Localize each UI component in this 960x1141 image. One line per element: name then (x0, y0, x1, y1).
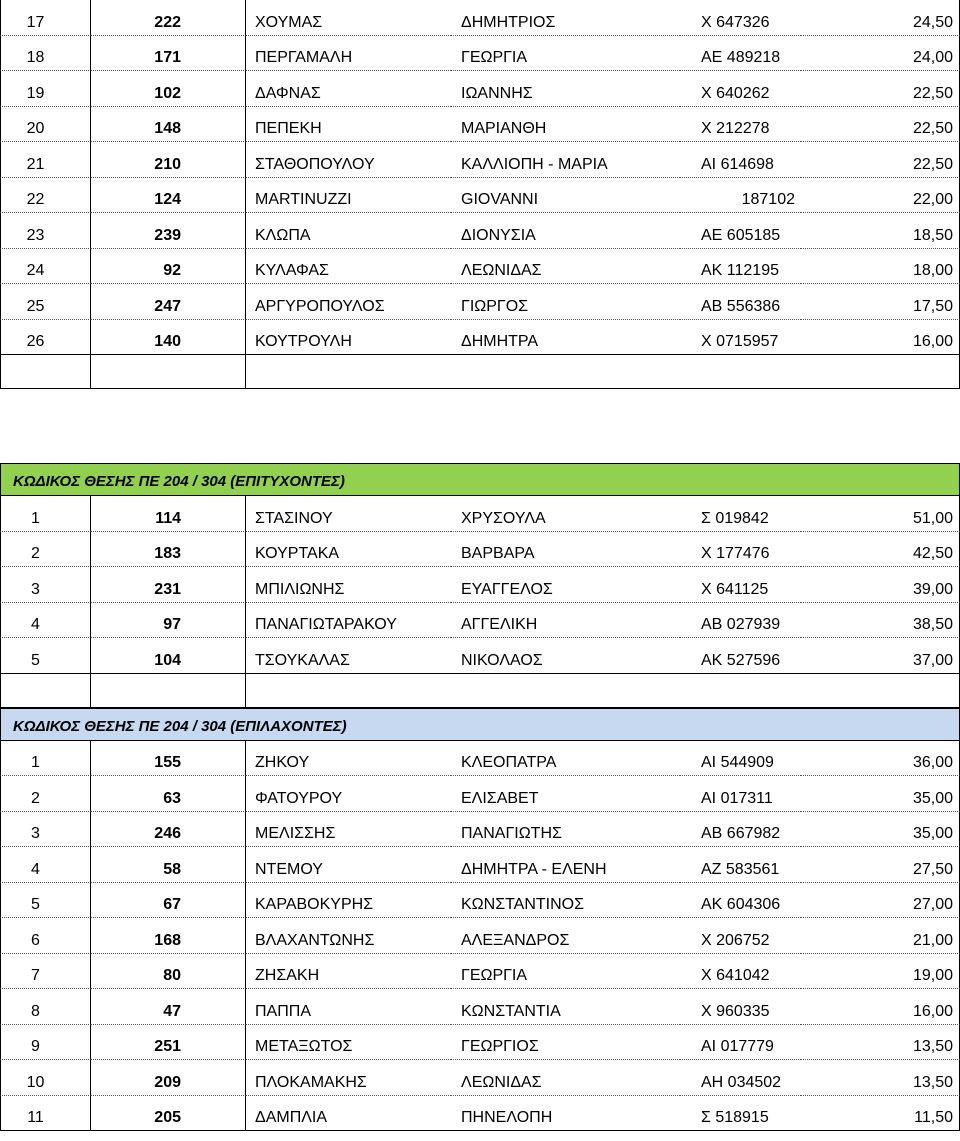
candidate-code: 124 (91, 178, 246, 214)
id-number-cell: ΑΒ 027939 (680, 603, 801, 639)
surname-cell: ΜΕΛΙΣΣΗΣ (246, 812, 451, 848)
candidate-code: 80 (91, 954, 246, 990)
surname-cell: ΝΤΕΜΟΥ (246, 847, 451, 883)
first-name-cell: ΚΑΛΛΙΟΠΗ - ΜΑΡΙΑ (451, 142, 680, 178)
section-successful-table (0, 496, 960, 674)
id-number-cell: Χ 641125 (680, 567, 801, 603)
row-number: 4 (0, 847, 91, 883)
surname-cell: MARTINUZZI (246, 178, 451, 214)
id-number-cell: Χ 960335 (680, 989, 801, 1025)
candidate-code: 222 (91, 0, 246, 36)
row-number: 2 (0, 776, 91, 812)
surname-cell: ΚΛΩΠΑ (246, 213, 451, 249)
surname-cell: ΤΣΟΥΚΑΛΑΣ (246, 638, 451, 674)
table-row (0, 1060, 960, 1096)
row-number: 20 (0, 107, 91, 143)
id-number-cell: ΑΕ 605185 (680, 213, 801, 249)
id-number-cell: Χ 206752 (680, 918, 801, 954)
first-name-cell: ΔΗΜΗΤΡΑ (451, 320, 680, 356)
blank-row (0, 674, 960, 708)
row-number: 17 (0, 0, 91, 36)
candidate-code: 251 (91, 1025, 246, 1061)
table-row (0, 989, 960, 1025)
score-cell: 42,50 (801, 532, 960, 568)
table-row (0, 776, 960, 812)
blank-row (0, 355, 960, 389)
table-row (0, 847, 960, 883)
surname-cell: ΚΟΥΤΡΟΥΛΗ (246, 320, 451, 356)
table-row (0, 249, 960, 285)
id-number-cell: Χ 640262 (680, 71, 801, 107)
table-row (0, 178, 960, 214)
candidate-code: 102 (91, 71, 246, 107)
table-row (0, 284, 960, 320)
score-cell: 16,00 (801, 320, 960, 356)
candidate-code: 168 (91, 918, 246, 954)
candidate-code: 183 (91, 532, 246, 568)
row-number: 3 (0, 812, 91, 848)
row-number: 1 (0, 741, 91, 777)
candidate-code: 67 (91, 883, 246, 919)
first-name-cell: ΓΕΩΡΓΙΟΣ (451, 1025, 680, 1061)
score-cell: 22,50 (801, 142, 960, 178)
score-cell: 22,50 (801, 107, 960, 143)
score-cell: 18,50 (801, 213, 960, 249)
spacer (0, 389, 960, 463)
row-number: 5 (0, 883, 91, 919)
id-number-cell: Χ 0715957 (680, 320, 801, 356)
id-number-cell: ΑΗ 034502 (680, 1060, 801, 1096)
score-cell: 51,00 (801, 496, 960, 532)
id-number-cell: Χ 212278 (680, 107, 801, 143)
row-number: 5 (0, 638, 91, 674)
id-number-cell: ΑΚ 604306 (680, 883, 801, 919)
score-cell: 35,00 (801, 812, 960, 848)
first-name-cell: ΓΙΩΡΓΟΣ (451, 284, 680, 320)
row-number: 1 (0, 496, 91, 532)
score-cell: 27,50 (801, 847, 960, 883)
section-runners-up-table (0, 741, 960, 1132)
row-number: 22 (0, 178, 91, 214)
surname-cell: ΠΛΟΚΑΜΑΚΗΣ (246, 1060, 451, 1096)
id-number-cell: Σ 518915 (680, 1096, 801, 1132)
candidate-code: 58 (91, 847, 246, 883)
first-name-cell: ΕΥΑΓΓΕΛΟΣ (451, 567, 680, 603)
candidate-code: 92 (91, 249, 246, 285)
score-cell: 22,50 (801, 71, 960, 107)
score-cell: 13,50 (801, 1060, 960, 1096)
table-row (0, 71, 960, 107)
section-header-successful: ΚΩΔΙΚΟΣ ΘΕΣΗΣ ΠΕ 204 / 304 (ΕΠΙΤΥΧΟΝΤΕΣ) (0, 463, 960, 496)
surname-cell: ΔΑΦΝΑΣ (246, 71, 451, 107)
candidate-code: 140 (91, 320, 246, 356)
section-top-table (0, 0, 960, 355)
section-header-runners-up: ΚΩΔΙΚΟΣ ΘΕΣΗΣ ΠΕ 204 / 304 (ΕΠΙΛΑΧΟΝΤΕΣ) (0, 708, 960, 741)
id-number-cell: Σ 019842 (680, 496, 801, 532)
surname-cell: ΜΠΙΛΙΩΝΗΣ (246, 567, 451, 603)
surname-cell: ΚΥΛΑΦΑΣ (246, 249, 451, 285)
score-cell: 18,00 (801, 249, 960, 285)
row-number: 24 (0, 249, 91, 285)
score-cell: 38,50 (801, 603, 960, 639)
first-name-cell: ΚΩΝΣΤΑΝΤΙΑ (451, 989, 680, 1025)
surname-cell: ΖΗΚΟΥ (246, 741, 451, 777)
first-name-cell: ΚΛΕΟΠΑΤΡΑ (451, 741, 680, 777)
row-number: 7 (0, 954, 91, 990)
id-number-cell: ΑΚ 527596 (680, 638, 801, 674)
row-number: 26 (0, 320, 91, 356)
id-number-cell: ΑΚ 112195 (680, 249, 801, 285)
first-name-cell: ΔΙΟΝΥΣΙΑ (451, 213, 680, 249)
surname-cell: ΣΤΑΘΟΠΟΥΛΟΥ (246, 142, 451, 178)
surname-cell: ΧΟΥΜΑΣ (246, 0, 451, 36)
first-name-cell: ΠΗΝΕΛΟΠΗ (451, 1096, 680, 1132)
first-name-cell: ΕΛΙΣΑΒΕΤ (451, 776, 680, 812)
first-name-cell: ΔΗΜΗΤΡΙΟΣ (451, 0, 680, 36)
first-name-cell: ΚΩΝΣΤΑΝΤΙΝΟΣ (451, 883, 680, 919)
table-row (0, 36, 960, 72)
row-number: 10 (0, 1060, 91, 1096)
table-row (0, 107, 960, 143)
table-row (0, 1025, 960, 1061)
row-number: 8 (0, 989, 91, 1025)
candidate-code: 63 (91, 776, 246, 812)
table-row (0, 142, 960, 178)
score-cell: 35,00 (801, 776, 960, 812)
id-number-cell: ΑΒ 667982 (680, 812, 801, 848)
candidate-code: 104 (91, 638, 246, 674)
score-cell: 13,50 (801, 1025, 960, 1061)
score-cell: 19,00 (801, 954, 960, 990)
id-number-cell: ΑΕ 489218 (680, 36, 801, 72)
score-cell: 21,00 (801, 918, 960, 954)
first-name-cell: ΑΛΕΞΑΝΔΡΟΣ (451, 918, 680, 954)
id-number-cell: Χ 647326 (680, 0, 801, 36)
score-cell: 22,00 (801, 178, 960, 214)
score-cell: 11,50 (801, 1096, 960, 1132)
score-cell: 37,00 (801, 638, 960, 674)
surname-cell: ΚΟΥΡΤΑΚΑ (246, 532, 451, 568)
candidate-code: 205 (91, 1096, 246, 1132)
first-name-cell: ΔΗΜΗΤΡΑ - ΕΛΕΝΗ (451, 847, 680, 883)
score-cell: 39,00 (801, 567, 960, 603)
id-number-cell: ΑΙ 614698 (680, 142, 801, 178)
first-name-cell: ΧΡΥΣΟΥΛΑ (451, 496, 680, 532)
row-number: 23 (0, 213, 91, 249)
score-cell: 16,00 (801, 989, 960, 1025)
id-number-cell: Χ 177476 (680, 532, 801, 568)
first-name-cell: ΠΑΝΑΓΙΩΤΗΣ (451, 812, 680, 848)
table-row (0, 954, 960, 990)
table-row (0, 213, 960, 249)
surname-cell: ΦΑΤΟΥΡΟΥ (246, 776, 451, 812)
row-number: 6 (0, 918, 91, 954)
surname-cell: ΠΑΠΠΑ (246, 989, 451, 1025)
table-row (0, 1096, 960, 1132)
id-number-cell: ΑΙ 544909 (680, 741, 801, 777)
first-name-cell: ΓΕΩΡΓΙΑ (451, 36, 680, 72)
score-cell: 24,00 (801, 36, 960, 72)
id-number-cell: ΑΙ 017779 (680, 1025, 801, 1061)
candidate-code: 171 (91, 36, 246, 72)
row-number: 11 (0, 1096, 91, 1132)
table-row (0, 496, 960, 532)
score-cell: 36,00 (801, 741, 960, 777)
row-number: 18 (0, 36, 91, 72)
surname-cell: ΠΕΡΓΑΜΑΛΗ (246, 36, 451, 72)
candidate-code: 231 (91, 567, 246, 603)
table-row (0, 741, 960, 777)
candidate-code: 155 (91, 741, 246, 777)
surname-cell: ΠΕΠΕΚΗ (246, 107, 451, 143)
surname-cell: ΜΕΤΑΞΩΤΟΣ (246, 1025, 451, 1061)
id-number-cell: ΑΖ 583561 (680, 847, 801, 883)
row-number: 4 (0, 603, 91, 639)
table-row (0, 0, 960, 36)
surname-cell: ΠΑΝΑΓΙΩΤΑΡΑΚΟΥ (246, 603, 451, 639)
candidate-code: 97 (91, 603, 246, 639)
candidate-code: 148 (91, 107, 246, 143)
table-row (0, 638, 960, 674)
surname-cell: ΔΑΜΠΛΙΑ (246, 1096, 451, 1132)
candidate-code: 114 (91, 496, 246, 532)
row-number: 21 (0, 142, 91, 178)
id-number-cell: ΑΙ 017311 (680, 776, 801, 812)
candidate-code: 247 (91, 284, 246, 320)
surname-cell: ΖΗΣΑΚΗ (246, 954, 451, 990)
row-number: 2 (0, 532, 91, 568)
id-number-cell: 187102 (680, 178, 801, 214)
candidate-code: 209 (91, 1060, 246, 1096)
id-number-cell: Χ 641042 (680, 954, 801, 990)
score-cell: 24,50 (801, 0, 960, 36)
row-number: 25 (0, 284, 91, 320)
first-name-cell: ΝΙΚΟΛΑΟΣ (451, 638, 680, 674)
row-number: 9 (0, 1025, 91, 1061)
score-cell: 17,50 (801, 284, 960, 320)
table-row (0, 320, 960, 356)
surname-cell: ΚΑΡΑΒΟΚΥΡΗΣ (246, 883, 451, 919)
candidate-code: 210 (91, 142, 246, 178)
row-number: 3 (0, 567, 91, 603)
candidate-code: 239 (91, 213, 246, 249)
first-name-cell: ΙΩΑΝΝΗΣ (451, 71, 680, 107)
first-name-cell: ΓΕΩΡΓΙΑ (451, 954, 680, 990)
first-name-cell: ΒΑΡΒΑΡΑ (451, 532, 680, 568)
candidate-code: 47 (91, 989, 246, 1025)
id-number-cell: ΑΒ 556386 (680, 284, 801, 320)
first-name-cell: GIOVANNI (451, 178, 680, 214)
score-cell: 27,00 (801, 883, 960, 919)
surname-cell: ΣΤΑΣΙΝΟΥ (246, 496, 451, 532)
row-number: 19 (0, 71, 91, 107)
table-row (0, 918, 960, 954)
surname-cell: ΒΛΑΧΑΝΤΩΝΗΣ (246, 918, 451, 954)
table-row (0, 812, 960, 848)
candidate-code: 246 (91, 812, 246, 848)
table-row (0, 567, 960, 603)
surname-cell: ΑΡΓΥΡΟΠΟΥΛΟΣ (246, 284, 451, 320)
table-row (0, 603, 960, 639)
first-name-cell: ΑΓΓΕΛΙΚΗ (451, 603, 680, 639)
table-row (0, 883, 960, 919)
first-name-cell: ΛΕΩΝΙΔΑΣ (451, 249, 680, 285)
first-name-cell: ΜΑΡΙΑΝΘΗ (451, 107, 680, 143)
first-name-cell: ΛΕΩΝΙΔΑΣ (451, 1060, 680, 1096)
table-row (0, 532, 960, 568)
